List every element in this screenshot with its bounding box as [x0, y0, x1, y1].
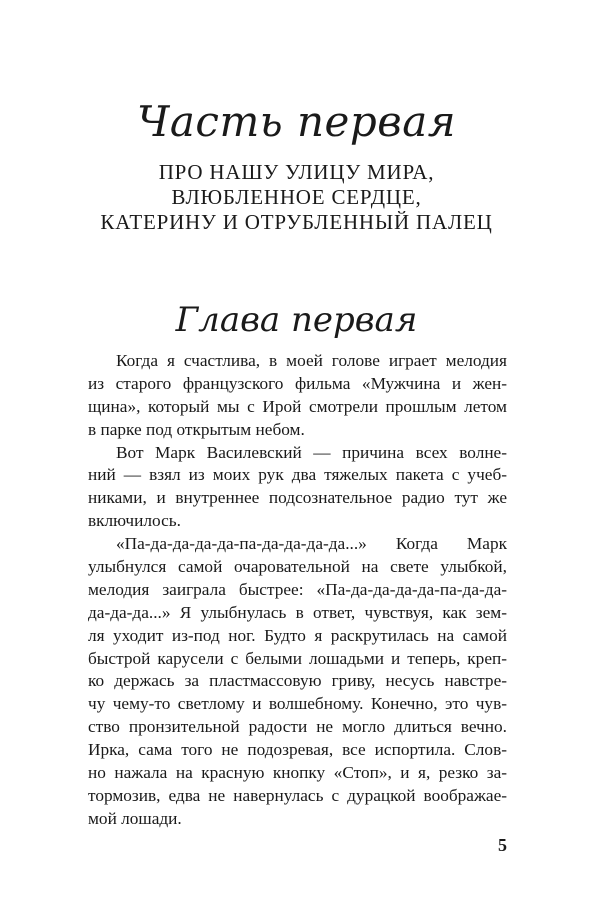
text-line: но нажала на красную кнопку «Стоп», и я, резко за- — [88, 763, 507, 783]
paragraph — [88, 533, 507, 831]
text-line: «Па-да-да-да-да-па-да-да-да-да...» Когда Марк — [116, 534, 507, 554]
paragraph — [88, 442, 507, 534]
text-line: щина», который мы с Ирой смотрели прошлым летом — [88, 396, 507, 416]
part-title: Часть первая — [136, 97, 457, 146]
text-line: Когда я счастлива, в моей голове играет мелодия — [116, 351, 507, 370]
text-line: никами, и внутреннее подсознательное радио тут же — [88, 488, 507, 508]
text-line: ля уходит из-под ног. Будто я раскрутилась на самой — [88, 625, 507, 645]
part-subtitle — [0, 160, 593, 235]
text-line: мелодия заиграла быстрее: «Па-да-да-да-да-па-да-да- — [88, 579, 507, 599]
text-line: ство пронзительной радости не могло длиться вечно. — [88, 717, 507, 737]
chapter-title: Глава первая — [175, 300, 418, 340]
part-subtitle-line: ПРО НАШУ УЛИЦУ МИРА, — [158, 160, 435, 184]
page-number: 5 — [498, 835, 507, 855]
chapter-body — [88, 350, 507, 831]
text-line: чу чему-то светлому и волшебному. Конечно, это чув- — [88, 694, 507, 714]
text-line: мой лошади. — [88, 808, 182, 828]
text-line: Ирка, сама того не подозревая, все испортила. Слов- — [88, 740, 507, 760]
part-subtitle-line: КАТЕРИНУ И ОТРУБЛЕННЫЙ ПАЛЕЦ — [100, 210, 493, 234]
text-line: ко держась за пластмассовую гриву, несусь навстре- — [88, 671, 507, 691]
text-line: да-да-да...» Я улыбнулась в ответ, чувствуя, как зем- — [88, 602, 507, 622]
text-line: в парке под открытым небом. — [88, 419, 305, 439]
text-line: тормозив, едва не навернулась с дурацкой воображае- — [88, 785, 507, 805]
text-line: улыбнулся самой очаровательной на свете улыбкой, — [88, 557, 507, 577]
part-subtitle-line: ВЛЮБЛЕННОЕ СЕРДЦЕ, — [171, 185, 422, 209]
text-line: включилось. — [88, 511, 181, 531]
text-line: быстрой карусели с белыми лошадьми и теперь, креп- — [88, 648, 507, 668]
text-line: Вот Марк Василевский — причина всех волне- — [116, 442, 507, 462]
text-line: из старого французского фильма «Мужчина и жен- — [88, 373, 507, 393]
paragraph — [88, 350, 507, 442]
text-line: ний — взял из моих рук два тяжелых пакета с учеб- — [88, 465, 507, 485]
